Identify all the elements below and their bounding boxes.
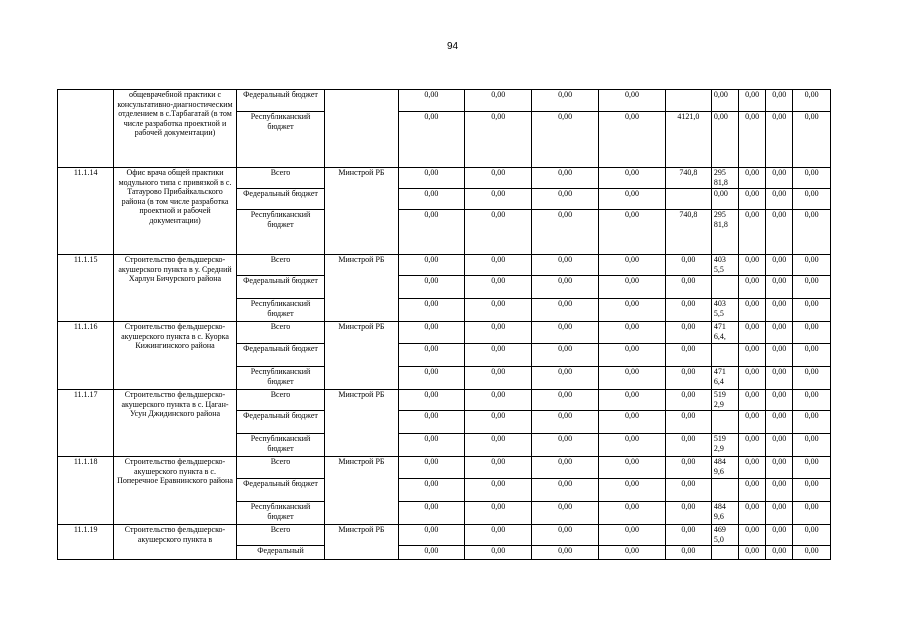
value-cell-v9: 0,00: [793, 390, 831, 411]
table-row: [58, 322, 831, 344]
value-cell-v7: 0,00: [738, 525, 765, 546]
funding-source-cell: Республиканский бюджет: [236, 299, 325, 322]
funding-source-cell: Федеральный бюджет: [236, 411, 325, 434]
value-cell-v1: 0,00: [398, 525, 465, 546]
executor-cell: Минстрой РБ: [325, 525, 398, 560]
executor-cell: Минстрой РБ: [325, 322, 398, 390]
value-part-upper: 403: [713, 255, 726, 264]
value-part-lower: 81,8: [713, 177, 728, 187]
value-cell-v3: 0,00: [532, 276, 599, 299]
value-cell-v6: 0,00: [711, 189, 738, 210]
value-cell-v3: 0,00: [532, 210, 599, 255]
value-cell-v8: 0,00: [766, 367, 793, 390]
value-part-lower: 2,9: [713, 443, 724, 453]
value-cell-v4: 0,00: [599, 322, 666, 344]
value-cell-v7: 0,00: [738, 344, 765, 367]
value-part-upper: 295: [713, 168, 726, 177]
page-number: 94: [446, 41, 459, 52]
value-cell-v4: 0,00: [599, 112, 666, 168]
value-cell-v9: 0,00: [793, 255, 831, 276]
value-cell-v2: 0,00: [465, 299, 532, 322]
item-number-cell: 11.1.19: [58, 525, 114, 560]
value-cell-v8: 0,00: [766, 457, 793, 479]
value-cell-v4: 0,00: [599, 255, 666, 276]
value-part-upper: 295: [713, 210, 726, 219]
value-cell-v4: 0,00: [599, 502, 666, 525]
value-cell-v7: 0,00: [738, 411, 765, 434]
value-part-upper: 469: [713, 525, 726, 534]
value-cell-v3: 0,00: [532, 344, 599, 367]
funding-source-cell: Республиканский бюджет: [236, 367, 325, 390]
value-cell-v2: 0,00: [465, 457, 532, 479]
value-cell-v5: 740,8: [665, 168, 711, 189]
value-cell-v8: 0,00: [766, 502, 793, 525]
funding-source-cell: Федеральный бюджет: [236, 276, 325, 299]
value-cell-v8: 0,00: [766, 90, 793, 112]
executor-cell: Минстрой РБ: [325, 390, 398, 457]
value-cell-v8: 0,00: [766, 112, 793, 168]
value-cell-v2: 0,00: [465, 168, 532, 189]
value-cell-v7: 0,00: [738, 502, 765, 525]
value-cell-v4: 0,00: [599, 411, 666, 434]
funding-source-cell: Федеральный бюджет: [236, 344, 325, 367]
value-cell-v6: [711, 479, 738, 502]
value-cell-v8: 0,00: [766, 322, 793, 344]
item-number-cell: 11.1.17: [58, 390, 114, 457]
value-cell-v4: 0,00: [599, 457, 666, 479]
value-cell-v9: 0,00: [793, 344, 831, 367]
value-part-lower: 5,5: [713, 264, 724, 274]
funding-source-cell: Всего: [236, 168, 325, 189]
value-cell-v5: 4121,0: [665, 112, 711, 168]
value-cell-v2: 0,00: [465, 434, 532, 457]
item-number-cell: 11.1.18: [58, 457, 114, 525]
budget-table: [57, 89, 831, 560]
value-cell-v9: 0,00: [793, 457, 831, 479]
value-cell-v5: 0,00: [665, 525, 711, 546]
value-cell-v3: 0,00: [532, 168, 599, 189]
value-cell-v1: 0,00: [398, 322, 465, 344]
value-cell-v2: 0,00: [465, 322, 532, 344]
value-cell-v8: 0,00: [766, 411, 793, 434]
value-cell-v5: 0,00: [665, 546, 711, 560]
funding-source-cell: Федеральный: [236, 546, 325, 560]
value-cell-v1: 0,00: [398, 502, 465, 525]
value-cell-v1: 0,00: [398, 546, 465, 560]
value-cell-v6: [711, 411, 738, 434]
value-cell-v6: [711, 299, 738, 322]
item-number-cell: 11.1.16: [58, 322, 114, 390]
value-cell-v8: 0,00: [766, 546, 793, 560]
value-cell-v6: [711, 255, 738, 276]
table-row: [58, 525, 831, 546]
value-part-lower: 6,4,: [713, 331, 726, 341]
value-cell-v3: 0,00: [532, 322, 599, 344]
value-cell-v5: 0,00: [665, 255, 711, 276]
value-cell-v9: 0,00: [793, 434, 831, 457]
value-part-lower: 9,6: [713, 466, 724, 476]
value-cell-v1: 0,00: [398, 367, 465, 390]
value-cell-v6: [711, 276, 738, 299]
value-cell-v3: 0,00: [532, 479, 599, 502]
value-cell-v7: 0,00: [738, 322, 765, 344]
value-cell-v5: [665, 189, 711, 210]
value-cell-v2: 0,00: [465, 390, 532, 411]
item-number-cell: [58, 90, 114, 168]
item-name-cell: Строительство фельдшерско-акушерского пункта в у. Средний Харлун Бичурского района: [114, 255, 236, 322]
table-row: [58, 90, 831, 112]
value-cell-v7: 0,00: [738, 299, 765, 322]
item-number-cell: 11.1.14: [58, 168, 114, 255]
value-cell-v3: 0,00: [532, 367, 599, 390]
value-cell-v4: 0,00: [599, 210, 666, 255]
executor-cell: Минстрой РБ: [325, 168, 398, 255]
value-cell-v7: 0,00: [738, 168, 765, 189]
value-cell-v5: 0,00: [665, 299, 711, 322]
executor-cell: Минстрой РБ: [325, 255, 398, 322]
value-part-upper: 519: [713, 434, 726, 443]
value-cell-v1: 0,00: [398, 112, 465, 168]
table-row: [58, 390, 831, 411]
value-cell-v6: [711, 367, 738, 390]
value-cell-v1: 0,00: [398, 411, 465, 434]
value-cell-v3: 0,00: [532, 457, 599, 479]
value-cell-v6: [711, 322, 738, 344]
value-part-upper: 403: [713, 299, 726, 308]
value-cell-v2: 0,00: [465, 276, 532, 299]
funding-source-cell: Республиканский бюджет: [236, 112, 325, 168]
value-cell-v4: 0,00: [599, 189, 666, 210]
value-cell-v3: 0,00: [532, 299, 599, 322]
value-cell-v7: 0,00: [738, 546, 765, 560]
funding-source-cell: Федеральный бюджет: [236, 90, 325, 112]
value-cell-v3: 0,00: [532, 411, 599, 434]
value-cell-v3: 0,00: [532, 546, 599, 560]
value-cell-v3: 0,00: [532, 390, 599, 411]
value-cell-v3: 0,00: [532, 525, 599, 546]
item-name-cell: общеврачебной практики с консультативно-диагностическим отделением в с.Тарбагатай (в том числе разработка проектной и рабочей документации): [114, 90, 236, 168]
value-cell-v8: 0,00: [766, 189, 793, 210]
item-name-cell: Строительство фельдшерско-акушерского пункта в с. Куорка Кижингинского района: [114, 322, 236, 390]
value-cell-v1: 0,00: [398, 390, 465, 411]
value-cell-v9: 0,00: [793, 168, 831, 189]
funding-source-cell: Федеральный бюджет: [236, 479, 325, 502]
value-cell-v6: [711, 546, 738, 560]
value-cell-v3: 0,00: [532, 90, 599, 112]
value-cell-v1: 0,00: [398, 299, 465, 322]
value-part-lower: 2,9: [713, 399, 724, 409]
value-cell-v4: 0,00: [599, 90, 666, 112]
value-cell-v9: 0,00: [793, 90, 831, 112]
value-cell-v7: 0,00: [738, 189, 765, 210]
item-name-cell: Строительство фельдшерско-акушерского пункта в с. Поперечное Еравнинского района: [114, 457, 236, 525]
value-cell-v9: 0,00: [793, 411, 831, 434]
value-cell-v6: [711, 502, 738, 525]
value-cell-v8: 0,00: [766, 255, 793, 276]
value-cell-v4: 0,00: [599, 168, 666, 189]
value-cell-v1: 0,00: [398, 90, 465, 112]
value-cell-v4: 0,00: [599, 344, 666, 367]
value-cell-v3: 0,00: [532, 189, 599, 210]
value-cell-v9: 0,00: [793, 189, 831, 210]
value-cell-v5: 0,00: [665, 502, 711, 525]
value-cell-v8: 0,00: [766, 479, 793, 502]
value-cell-v8: 0,00: [766, 434, 793, 457]
value-part-lower: 5,0: [713, 534, 724, 544]
value-cell-v2: 0,00: [465, 189, 532, 210]
funding-source-cell: Всего: [236, 390, 325, 411]
value-cell-v5: 0,00: [665, 322, 711, 344]
value-cell-v7: 0,00: [738, 255, 765, 276]
value-cell-v7: 0,00: [738, 367, 765, 390]
executor-cell: [325, 90, 398, 168]
item-name-cell: Строительство фельдшерско-акушерского пункта в: [114, 525, 236, 560]
value-cell-v7: 0,00: [738, 112, 765, 168]
executor-cell: Минстрой РБ: [325, 457, 398, 525]
value-cell-v5: 740,8: [665, 210, 711, 255]
value-cell-v4: 0,00: [599, 546, 666, 560]
value-cell-v7: 0,00: [738, 434, 765, 457]
value-cell-v6: [711, 210, 738, 255]
value-cell-v5: 0,00: [665, 411, 711, 434]
value-cell-v2: 0,00: [465, 367, 532, 390]
value-part-upper: 519: [713, 390, 726, 399]
value-cell-v6: [711, 457, 738, 479]
value-cell-v4: 0,00: [599, 276, 666, 299]
value-cell-v8: 0,00: [766, 390, 793, 411]
value-cell-v8: 0,00: [766, 210, 793, 255]
value-cell-v2: 0,00: [465, 525, 532, 546]
value-cell-v2: 0,00: [465, 344, 532, 367]
value-cell-v5: 0,00: [665, 457, 711, 479]
value-cell-v4: 0,00: [599, 434, 666, 457]
value-cell-v6: [711, 344, 738, 367]
item-name-cell: Офис врача общей практики модульного типа с привязкой в с. Татаурово Прибайкальского района (в том числе разработка проектной и рабочей документации): [114, 168, 236, 255]
value-cell-v9: 0,00: [793, 322, 831, 344]
value-cell-v9: 0,00: [793, 210, 831, 255]
value-cell-v6: [711, 434, 738, 457]
funding-source-cell: Республиканский бюджет: [236, 434, 325, 457]
table-row: [58, 457, 831, 479]
value-cell-v9: 0,00: [793, 479, 831, 502]
funding-source-cell: Всего: [236, 525, 325, 546]
value-cell-v4: 0,00: [599, 525, 666, 546]
value-cell-v8: 0,00: [766, 344, 793, 367]
value-cell-v2: 0,00: [465, 546, 532, 560]
value-part-lower: 81,8: [713, 219, 728, 229]
funding-source-cell: Всего: [236, 255, 325, 276]
value-cell-v4: 0,00: [599, 367, 666, 390]
value-cell-v6: 0,00: [711, 90, 738, 112]
value-cell-v9: 0,00: [793, 502, 831, 525]
value-part-lower: 9,6: [713, 511, 724, 521]
value-cell-v9: 0,00: [793, 276, 831, 299]
table-row: [58, 168, 831, 189]
value-cell-v7: 0,00: [738, 210, 765, 255]
value-cell-v3: 0,00: [532, 112, 599, 168]
value-cell-v2: 0,00: [465, 112, 532, 168]
value-cell-v1: 0,00: [398, 210, 465, 255]
value-cell-v4: 0,00: [599, 299, 666, 322]
value-cell-v5: 0,00: [665, 344, 711, 367]
value-cell-v2: 0,00: [465, 210, 532, 255]
value-cell-v5: [665, 90, 711, 112]
table-row: [58, 255, 831, 276]
value-part-upper: 471: [713, 367, 726, 376]
value-cell-v6: [711, 168, 738, 189]
value-cell-v5: 0,00: [665, 390, 711, 411]
value-cell-v4: 0,00: [599, 390, 666, 411]
value-cell-v9: 0,00: [793, 112, 831, 168]
item-name-cell: Строительство фельдшерско-акушерского пункта в с. Цаган-Усун Джидинского района: [114, 390, 236, 457]
value-part-upper: 484: [713, 457, 726, 466]
value-cell-v5: 0,00: [665, 479, 711, 502]
funding-source-cell: Федеральный бюджет: [236, 189, 325, 210]
value-cell-v7: 0,00: [738, 90, 765, 112]
value-cell-v6: [711, 390, 738, 411]
table-body: [58, 90, 831, 560]
value-part-lower: 6,4: [713, 376, 724, 386]
value-cell-v8: 0,00: [766, 276, 793, 299]
value-cell-v3: 0,00: [532, 434, 599, 457]
value-cell-v7: 0,00: [738, 276, 765, 299]
value-cell-v8: 0,00: [766, 299, 793, 322]
item-number-cell: 11.1.15: [58, 255, 114, 322]
funding-source-cell: Всего: [236, 457, 325, 479]
value-cell-v8: 0,00: [766, 525, 793, 546]
value-cell-v1: 0,00: [398, 479, 465, 502]
value-cell-v5: 0,00: [665, 276, 711, 299]
value-part-upper: 484: [713, 502, 726, 511]
value-cell-v3: 0,00: [532, 255, 599, 276]
funding-source-cell: Республиканский бюджет: [236, 502, 325, 525]
value-cell-v1: 0,00: [398, 255, 465, 276]
value-part-lower: 5,5: [713, 308, 724, 318]
value-cell-v5: 0,00: [665, 367, 711, 390]
value-cell-v2: 0,00: [465, 502, 532, 525]
value-cell-v2: 0,00: [465, 255, 532, 276]
value-cell-v7: 0,00: [738, 390, 765, 411]
value-cell-v7: 0,00: [738, 479, 765, 502]
value-cell-v2: 0,00: [465, 90, 532, 112]
value-cell-v3: 0,00: [532, 502, 599, 525]
value-cell-v9: 0,00: [793, 546, 831, 560]
value-cell-v9: 0,00: [793, 299, 831, 322]
funding-source-cell: Республиканский бюджет: [236, 210, 325, 255]
value-cell-v6: 0,00: [711, 112, 738, 168]
value-cell-v9: 0,00: [793, 367, 831, 390]
value-cell-v9: 0,00: [793, 525, 831, 546]
value-cell-v8: 0,00: [766, 168, 793, 189]
value-cell-v1: 0,00: [398, 344, 465, 367]
value-cell-v2: 0,00: [465, 479, 532, 502]
value-cell-v6: [711, 525, 738, 546]
value-cell-v1: 0,00: [398, 168, 465, 189]
value-part-upper: 471: [713, 322, 726, 331]
value-cell-v5: 0,00: [665, 434, 711, 457]
value-cell-v1: 0,00: [398, 434, 465, 457]
value-cell-v2: 0,00: [465, 411, 532, 434]
value-cell-v1: 0,00: [398, 457, 465, 479]
value-cell-v4: 0,00: [599, 479, 666, 502]
value-cell-v1: 0,00: [398, 189, 465, 210]
funding-source-cell: Всего: [236, 322, 325, 344]
value-cell-v7: 0,00: [738, 457, 765, 479]
value-cell-v1: 0,00: [398, 276, 465, 299]
